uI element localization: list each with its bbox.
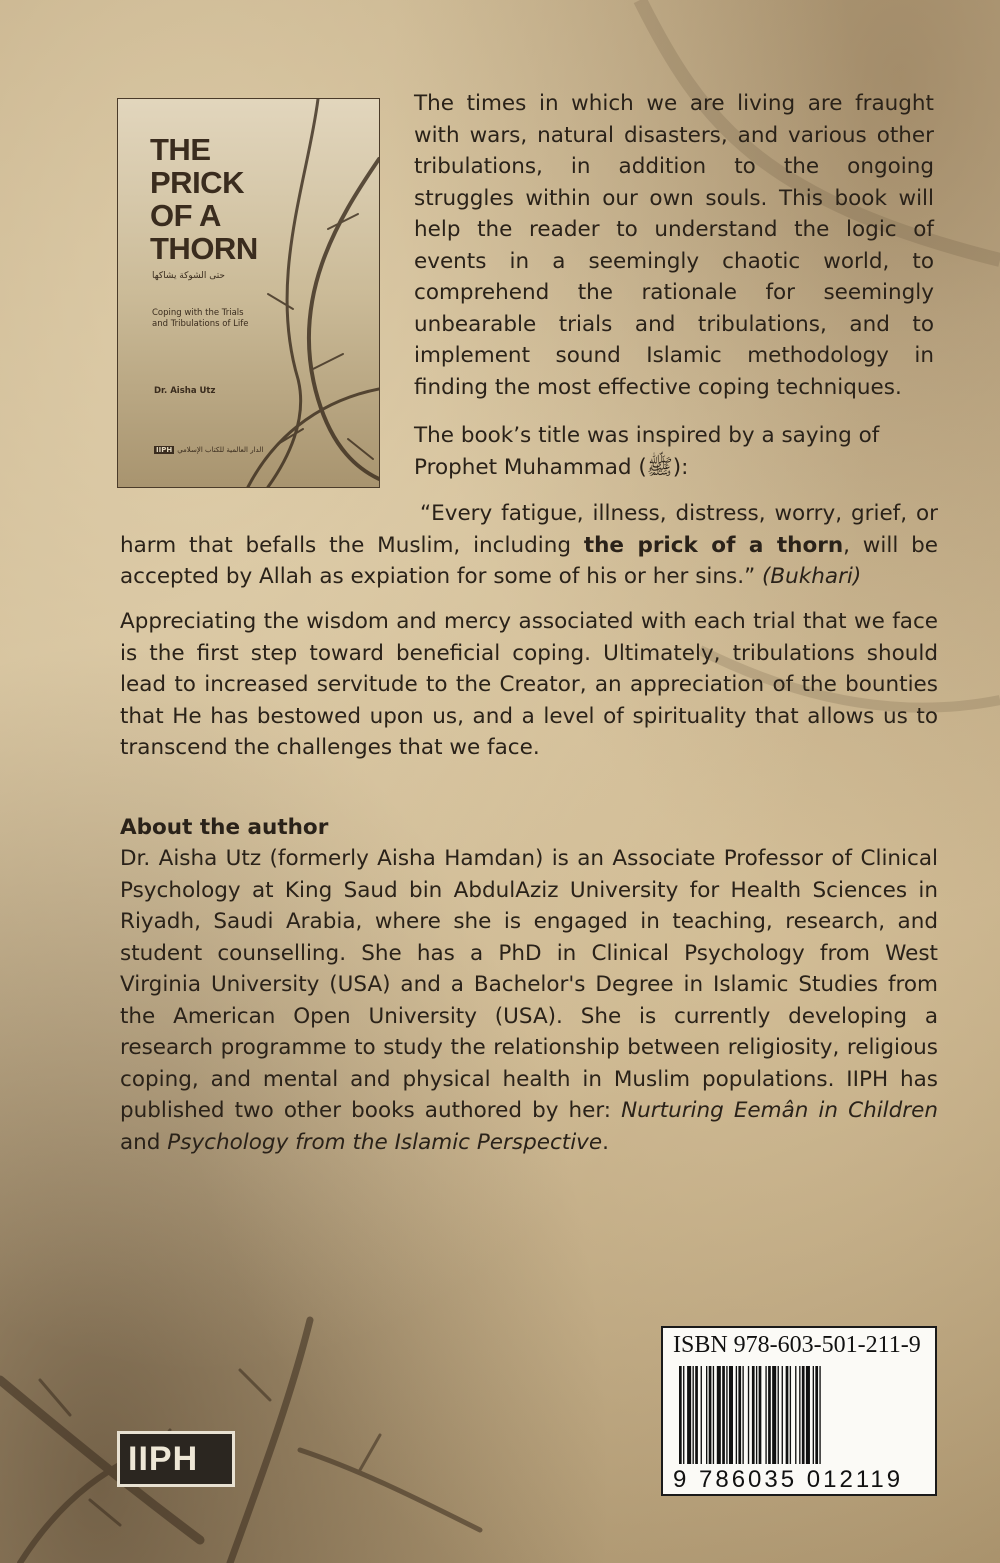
barcode-bar [752,1366,755,1464]
barcode-bar [768,1366,771,1464]
barcode-bar [813,1366,814,1464]
iiph-logo: IIPH [117,1431,235,1487]
cover-author: Dr. Aisha Utz [154,386,216,396]
blurb-coping-paragraph: Appreciating the wisdom and mercy associated with each trial that we face is the first step toward beneficial coping. Ultimately, tribulations should lead to increased servitude to the Creator, an appreciation of the bounties that He has bestowed upon us, and a level of spirituality that allows us to transcend the challenges that we face. [120,609,938,760]
about-author-heading: About the author [120,815,329,840]
barcode-bar [683,1366,684,1464]
barcode-bar [701,1366,702,1464]
barcode-bar [772,1366,776,1464]
isbn-digits: 9 786035 012119 [673,1466,904,1493]
barcode-bar [778,1366,779,1464]
blurb-intro-paragraph: The times in which we are living are fraught with wars, natural disasters, and various other tribulations, in addition to the ongoing struggles within our own souls. This book will help the reader to understand the logic of events in a seemingly chaotic world, to comprehend the rationale for seemingly unbearable trials and tribulations, and to implement sound Islamic methodology in finding the most effective coping techniques. [414,91,934,400]
about-author-text: Dr. Aisha Utz (formerly Aisha Hamdan) is an Associate Professor of Clinical Psychology at King Saud bin AbdulAziz University for Health Sciences in Riyadh, Saudi Arabia, where she is engaged in teaching, research, and student counselling. She has a PhD in Clinical Psychology from West Virginia University (USA) and a Bachelor's Degree in Islamic Studies from the American Open University (USA). She is currently developing a research programme to study the relationship between religiosity, religious coping, and mental and physical health in Muslim populations. IIPH has published two other books authored by her: Nurturing Eemân in Children and Psychology from the Islamic Perspective. [120,846,938,1155]
other-book-2: Psychology from the Islamic Perspective [167,1129,603,1155]
hadith-quote: “Every fatigue, illness, distress, worry, grief, or harm that befalls the Muslim, including the prick of a thorn, will be accepted by Allah as expiation for some of his or her sins.” (Bukhari) [120,501,938,589]
barcode-bar [679,1366,682,1464]
barcode-bar [790,1366,791,1464]
barcode-bar [738,1366,741,1464]
barcode-bar [722,1366,725,1464]
barcode-bar [693,1366,694,1464]
barcode-bar [713,1366,714,1464]
quote-highlight: the prick of a thorn [583,532,844,558]
barcode-bar [799,1366,800,1464]
barcode-bar [802,1366,805,1464]
barcode-bar [819,1366,820,1464]
blurb-title-origin: The book’s title was inspired by a saying of Prophet Muhammad (ﷺ): [414,423,880,480]
barcode-bar [756,1366,757,1464]
barcode-bar [806,1366,810,1464]
barcode-bar [786,1366,789,1464]
barcode-bar [782,1366,783,1464]
cover-publisher: IIPH الدار العالمية للكتاب الإسلامي [156,446,264,454]
book-cover-thumbnail [117,98,380,488]
barcode-bar [726,1366,727,1464]
barcode-bar [815,1366,818,1464]
cover-arabic-title: حتى الشوكة يشاكها [152,271,225,281]
other-book-1: Nurturing Eemân in Children [621,1098,938,1123]
barcode-bar [748,1366,749,1464]
barcode-bar [729,1366,733,1464]
barcode-bar [765,1366,766,1464]
barcode-bar [759,1366,762,1464]
barcode-bar [742,1366,743,1464]
barcode-bar [736,1366,737,1464]
cover-title: THE PRICK OF A THORN [150,132,258,266]
barcode-bar [717,1366,721,1464]
barcode-bar [687,1366,691,1464]
barcode-bar [706,1366,707,1464]
barcode [679,1366,923,1464]
isbn-barcode-box [661,1326,937,1496]
barcode-bar [695,1366,698,1464]
barcode-bar [709,1366,712,1464]
quote-source: (Bukhari) [762,564,862,589]
isbn-label: ISBN 978-603-501-211-9 [673,1332,921,1358]
barcode-bar [795,1366,796,1464]
cover-subtitle: Coping with the Trials and Tribulations of Life [152,308,249,329]
